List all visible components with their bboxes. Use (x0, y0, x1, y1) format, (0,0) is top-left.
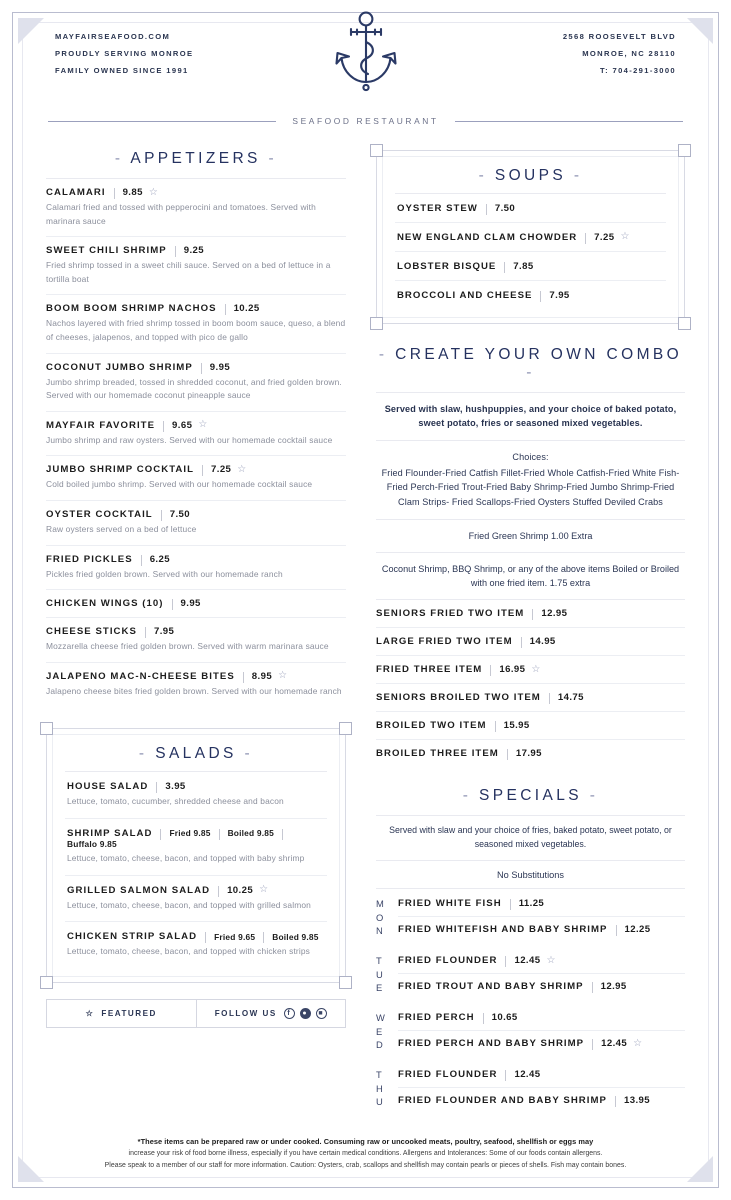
menu-item-name: NEW ENGLAND CLAM CHOWDER (397, 231, 578, 243)
city-state-zip-line: MONROE, NC 28110 (582, 49, 676, 58)
divider-right (455, 121, 683, 122)
menu-item-name: BROILED THREE ITEM (376, 748, 499, 759)
menu-item-price: 7.85 (513, 260, 534, 272)
menu-item-name: HOUSE SALAD (67, 781, 149, 793)
menu-item-header (46, 554, 346, 565)
menu-item-header (398, 1095, 685, 1106)
menu-item-header (46, 626, 346, 637)
price-separator (510, 899, 511, 910)
menu-item-price: 6.25 (149, 553, 170, 565)
heading-dash-left: - (114, 150, 124, 167)
day-letter: T (376, 955, 383, 967)
price-separator (505, 956, 506, 967)
menu-item (376, 740, 685, 767)
menu-item-price: 14.75 (557, 692, 584, 703)
menu-item-price: Boiled 9.85 (227, 828, 274, 839)
menu-item-description: Jumbo shrimp and raw oysters. Served with our homemade cocktail sauce (46, 434, 333, 445)
featured-star-icon: ☆ (198, 419, 208, 431)
price-separator (540, 291, 541, 302)
heading-dash-left: - (138, 745, 148, 763)
price-separator (114, 188, 115, 199)
menu-item-header (67, 885, 325, 896)
specials-day-group (376, 1056, 685, 1113)
menu-item-header (46, 509, 346, 520)
price-separator (495, 721, 496, 732)
price-separator (202, 465, 203, 476)
menu-item-name: FRIED PERCH AND BABY SHRIMP (398, 1038, 585, 1050)
menu-item-price: Boiled 9.85 (272, 931, 319, 942)
featured-star-icon: ☆ (278, 670, 288, 682)
divider-left (48, 121, 276, 122)
price-separator (160, 829, 161, 840)
social-icons (284, 1008, 327, 1019)
soups-corner-top-left (370, 144, 383, 157)
established-line: FAMILY OWNED SINCE 1991 (55, 66, 189, 75)
menu-item-price: 15.95 (503, 720, 530, 731)
menu-item-name: FRIED FLOUNDER (398, 955, 498, 967)
menu-item-name: SENIORS BROILED TWO ITEM (376, 692, 541, 703)
price-separator (532, 609, 533, 620)
menu-item-description: Raw oysters served on a bed of lettuce (46, 523, 197, 534)
menu-item-header (397, 232, 664, 243)
price-separator (175, 246, 176, 257)
price-separator (592, 982, 593, 993)
menu-item-header (397, 261, 664, 272)
menu-item (376, 684, 685, 712)
menu-item (395, 252, 666, 281)
address-line: 2568 ROOSEVELT BLVD (562, 32, 676, 41)
specials-day-group (376, 999, 685, 1056)
soups-box (376, 150, 685, 324)
day-letter: H (376, 1082, 384, 1094)
menu-item-price: 17.95 (515, 748, 542, 759)
price-separator (282, 829, 283, 840)
menu-item-price: 7.50 (494, 202, 516, 214)
menu-item (46, 412, 346, 457)
menu-item-price: 12.45 (514, 1069, 541, 1081)
soups-corner-bottom-right (678, 317, 691, 330)
menu-item-name: FRIED WHITEFISH AND BABY SHRIMP (398, 924, 608, 936)
menu-item (398, 891, 685, 917)
menu-item-price: 9.95 (180, 598, 201, 610)
menu-item-price: 13.95 (624, 1095, 651, 1107)
specials-day-label (376, 1005, 398, 1051)
menu-item-price: 3.95 (165, 781, 186, 793)
menu-item-description: Lettuce, tomato, cheese, bacon, and topped with chicken strips (67, 946, 311, 957)
menu-item-name: BOOM BOOM SHRIMP NACHOS (46, 303, 217, 315)
phone-line: T: 704-291-3000 (600, 66, 676, 75)
heading-dash-left: - (478, 167, 488, 184)
price-separator (163, 421, 164, 432)
menu-item-name: SENIORS FRIED TWO ITEM (376, 608, 525, 619)
menu-item-header (376, 608, 685, 619)
heading-dash-right: - (573, 167, 583, 184)
menu-item-name: OYSTER STEW (397, 202, 478, 214)
menu-item (395, 281, 666, 309)
menu-item-description: Cold boiled jumbo shrimp. Served with our homemade cocktail sauce (46, 479, 313, 490)
salads-heading (65, 745, 327, 771)
disclaimer (46, 1136, 685, 1172)
price-separator (585, 233, 586, 244)
price-separator (505, 1070, 506, 1081)
footer-action-bar (46, 999, 346, 1028)
price-separator (243, 672, 244, 683)
day-letter: E (376, 982, 383, 993)
disclaimer-line-3: Please speak to a member of our staff for more information. Caution: Oysters, crab, scallops and shellfish may contain pearls or pieces of shells. Fish may contain bones. (104, 1162, 627, 1169)
day-letter: E (376, 1025, 383, 1037)
combo-choices-label: Choices: (512, 452, 549, 462)
menu-item (398, 917, 685, 942)
featured-star-icon: ☆ (620, 231, 630, 242)
menu-item-price: 8.95 (251, 670, 273, 682)
specials-day-items (398, 948, 685, 999)
menu-item (46, 618, 346, 663)
price-separator (263, 932, 264, 943)
menu-item-price: 7.50 (169, 508, 190, 520)
menu-item-header (46, 187, 346, 198)
menu-item-header (397, 290, 664, 301)
menu-item-price: 12.95 (541, 608, 568, 619)
menu-item-price: 7.25 (594, 231, 615, 243)
menu-item-header (398, 924, 685, 935)
menu-item-price: 9.65 (172, 419, 193, 431)
appetizers-list (46, 179, 346, 706)
menu-item-price: Buffalo 9.85 (67, 838, 117, 849)
menu-item-header (376, 748, 685, 759)
soups-corner-top-right (678, 144, 691, 157)
day-letter: D (376, 1039, 384, 1050)
price-separator (225, 304, 226, 315)
menu-item (46, 456, 346, 501)
combo-section (376, 346, 685, 767)
menu-item-name: GRILLED SALMON SALAD (67, 884, 211, 896)
day-letter: N (376, 925, 384, 936)
soups-list (395, 194, 666, 309)
menu-item-price: 12.95 (600, 981, 627, 993)
menu-item-name: SWEET CHILI SHRIMP (46, 245, 167, 257)
instagram-icon[interactable]: ■ (316, 1008, 327, 1019)
menu-item (398, 974, 685, 999)
featured-star-icon: ☆ (531, 663, 541, 675)
combo-choices (376, 441, 685, 519)
twitter-icon[interactable]: ● (300, 1008, 311, 1019)
price-separator (521, 637, 522, 648)
menu-item (46, 590, 346, 618)
salads-box (46, 728, 346, 982)
price-separator (145, 627, 146, 638)
menu-item-header (46, 464, 346, 475)
heading-dash-left: - (378, 346, 388, 363)
menu-item-price: 7.95 (549, 289, 570, 301)
menu-item-name: SHRIMP SALAD (67, 827, 153, 839)
menu-item-name: BROILED TWO ITEM (376, 720, 487, 731)
menu-item-header (67, 931, 325, 942)
soups-heading (395, 167, 666, 193)
price-separator (172, 599, 173, 610)
menu-item (46, 663, 346, 707)
day-letter: U (376, 968, 384, 980)
menu-item-header (376, 664, 685, 675)
menu-item-description: Lettuce, tomato, cheese, bacon, and topped with grilled salmon (67, 899, 311, 910)
menu-item-description: Nachos layered with fried shrimp tossed in boom boom sauce, queso, a blend of cheeses, jalapenos, and topped with pico de gallo (46, 318, 346, 342)
menu-item-description: Lettuce, tomato, cucumber, shredded cheese and bacon (67, 796, 284, 807)
menu-item-header (398, 955, 685, 966)
website-line: MAYFAIRSEAFOOD.COM (55, 32, 171, 41)
price-separator (507, 749, 508, 760)
specials-list (376, 889, 685, 1113)
menu-item-price: 9.25 (183, 245, 204, 257)
menu-item-price: 10.65 (491, 1012, 518, 1024)
menu-item-description: Jalapeno cheese bites fried golden brown. Served with our homemade ranch (46, 685, 342, 696)
salads-corner-top-right (339, 722, 352, 735)
specials-day-label (376, 948, 398, 994)
follow-us-group[interactable] (196, 1000, 346, 1027)
menu-item-name: MAYFAIR FAVORITE (46, 419, 156, 431)
menu-item-price: 7.25 (211, 464, 232, 476)
combo-boiled-note: Coconut Shrimp, BBQ Shrimp, or any of the above items Boiled or Broiled with one fried item. 1.75 extra (381, 564, 680, 588)
menu-item-name: LARGE FRIED TWO ITEM (376, 636, 513, 647)
menu-item (46, 179, 346, 237)
menu-item (395, 194, 666, 223)
menu-item-header (376, 692, 685, 703)
menu-item-name: CHEESE STICKS (46, 626, 137, 638)
specials-day-group (376, 889, 685, 942)
menu-item-name: OYSTER COCKTAIL (46, 508, 153, 520)
day-letter: T (376, 1069, 383, 1081)
menu-item (398, 1005, 685, 1031)
menu-item-header (376, 720, 685, 731)
star-icon: ☆ (85, 1009, 95, 1019)
featured-star-icon: ☆ (237, 463, 247, 475)
disclaimer-line-2: increase your risk of food borne illness, especially if you have certain medical conditions. Allergens and Intolerances: Some of our foods contain allergens. (128, 1150, 603, 1157)
facebook-icon[interactable]: f (284, 1008, 295, 1019)
header-contact-left (55, 28, 193, 79)
price-separator (201, 363, 202, 374)
menu-item (46, 295, 346, 353)
menu-item-price: 14.95 (529, 636, 556, 647)
menu-item-name: FRIED FLOUNDER (398, 1069, 498, 1081)
menu-item-name: FRIED PICKLES (46, 553, 133, 565)
price-separator (549, 693, 550, 704)
menu-item-header (46, 671, 346, 682)
menu-item (46, 237, 346, 295)
heading-dash-right: - (526, 364, 535, 381)
menu-item (398, 1088, 685, 1113)
price-separator (615, 1096, 616, 1107)
specials-day-items (398, 1005, 685, 1056)
disclaimer-line-1: *These items can be prepared raw or under cooked. Consuming raw or uncooked meats, poultry, seafood, shellfish or eggs may (137, 1137, 594, 1146)
appetizers-heading (46, 150, 346, 178)
menu-item-header (46, 598, 346, 609)
combo-extra-note: Fried Green Shrimp 1.00 Extra (468, 531, 593, 541)
anchor-icon (327, 8, 405, 94)
menu-item-price: 7.95 (153, 626, 175, 638)
specials-section (376, 787, 685, 1113)
heading-dash-left: - (462, 787, 472, 804)
menu-item-header (397, 203, 664, 214)
menu-item (398, 948, 685, 974)
menu-item-description: Jumbo shrimp breaded, tossed in shredded coconut, and fried golden brown. Served with our homemade coconut pineapple sauce (46, 376, 342, 401)
price-separator (161, 510, 162, 521)
menu-item (46, 501, 346, 546)
menu-item-name: FRIED TROUT AND BABY SHRIMP (398, 981, 584, 993)
specials-heading (376, 787, 685, 815)
menu-item (376, 600, 685, 628)
menu-item-header (398, 981, 685, 992)
price-separator (141, 555, 142, 566)
combo-choices-text: Fried Flounder-Fried Catfish Fillet-Fried Whole Catfish-Fried White Fish- Fried Perch-Fried Trout-Fried Baby Shrimp-Fried Jumbo Shrimp-Fried Clam Strips- Fried Scallops-Fried Oysters Stuffed Deviled Crabs (381, 467, 680, 507)
menu-item-name: CHICKEN WINGS (10) (46, 598, 164, 610)
combo-title: CREATE YOUR OWN COMBO (395, 346, 683, 363)
specials-day-group (376, 942, 685, 999)
brand-tagline-row (46, 116, 685, 126)
price-separator (486, 204, 487, 215)
menu-item (395, 223, 666, 252)
specials-served-with: Served with slaw and your choice of fries, baked potato, sweet potato, or seasoned mixed vegetables. (389, 825, 672, 849)
menu-item-price: Fried 9.65 (214, 931, 256, 942)
combo-list (376, 600, 685, 767)
price-separator (205, 932, 206, 943)
left-column (46, 150, 346, 1113)
salads-corner-bottom-left (40, 976, 53, 989)
specials-day-items (398, 891, 685, 942)
menu-item (65, 819, 327, 876)
right-column (376, 150, 685, 1113)
menu-item-header (46, 362, 346, 373)
combo-served-with: Served with slaw, hushpuppies, and your choice of baked potato, sweet potato, fries or seasoned mixed vegetables. (384, 404, 677, 428)
specials-day-label (376, 1062, 398, 1108)
featured-legend-button[interactable] (47, 1000, 196, 1027)
price-separator (490, 665, 491, 676)
menu-item-price: 12.25 (624, 924, 651, 936)
menu-item (376, 656, 685, 684)
menu-item-name: JUMBO SHRIMP COCKTAIL (46, 464, 195, 476)
menu-item-name: FRIED FLOUNDER AND BABY SHRIMP (398, 1095, 607, 1107)
menu-item-description: Lettuce, tomato, cheese, bacon, and topped with baby shrimp (67, 852, 305, 863)
featured-label: FEATURED (101, 1008, 157, 1018)
menu-item (376, 628, 685, 656)
salads-corner-top-left (40, 722, 53, 735)
menu-item-price: 10.25 (233, 303, 260, 315)
menu-item-name: JALAPENO MAC-N-CHEESE BITES (46, 670, 235, 682)
menu-item-description: Fried shrimp tossed in a sweet chili sauce. Served on a bed of lettuce in a tortilla boat (46, 260, 331, 284)
featured-star-icon: ☆ (259, 884, 269, 895)
soups-title: SOUPS (494, 167, 567, 184)
menu-item (46, 546, 346, 591)
appetizers-title: APPETIZERS (130, 150, 261, 167)
menu-item-price: 11.25 (518, 898, 545, 910)
menu-item-name: LOBSTER BISQUE (397, 260, 497, 272)
menu-item-header (398, 898, 685, 909)
menu-item-header (46, 420, 346, 431)
price-separator (483, 1013, 484, 1024)
menu-item-header (398, 1012, 685, 1023)
menu-item-header (46, 245, 346, 256)
menu-item-price: Fried 9.85 (169, 828, 211, 839)
salads-list (65, 772, 327, 967)
heading-dash-right: - (589, 787, 599, 804)
menu-item (398, 1062, 685, 1088)
specials-title: SPECIALS (478, 787, 582, 804)
menu-item-description: Calamari fried and tossed with pepperocini and tomatoes. Served with marinara sauce (46, 202, 316, 226)
menu-item (376, 712, 685, 740)
menu-header (46, 0, 685, 110)
menu-item-header (398, 1069, 685, 1080)
featured-star-icon: ☆ (148, 186, 158, 198)
featured-star-icon: ☆ (546, 954, 556, 966)
menu-item-description: Mozzarella cheese fried golden brown. Served with warm marinara sauce (46, 641, 329, 652)
menu-item-header (46, 303, 346, 314)
menu-item-price: 12.45 (601, 1038, 628, 1050)
day-letter: O (376, 911, 384, 923)
menu-item-header (376, 636, 685, 647)
brand-tagline: SEAFOOD RESTAURANT (292, 116, 439, 126)
soups-corner-bottom-left (370, 317, 383, 330)
day-letter: M (376, 898, 385, 910)
price-separator (504, 262, 505, 273)
menu-item-price: 9.85 (122, 187, 143, 198)
menu-item-name: CHICKEN STRIP SALAD (67, 931, 198, 943)
menu-item-name: FRIED THREE ITEM (376, 664, 483, 675)
menu-item-name: CALAMARI (46, 187, 106, 198)
salads-title: SALADS (155, 745, 237, 763)
header-contact-right (563, 28, 676, 79)
menu-item (65, 772, 327, 819)
menu-item (46, 354, 346, 412)
menu-item-header (67, 781, 325, 792)
menu-item-price: 12.45 (514, 955, 541, 967)
menu-item-price: 16.95 (499, 664, 526, 675)
menu-item-name: FRIED PERCH (398, 1012, 475, 1024)
price-separator (592, 1039, 593, 1050)
featured-star-icon: ☆ (633, 1037, 643, 1049)
price-separator (156, 782, 157, 793)
menu-item-description: Pickles fried golden brown. Served with our homemade ranch (46, 568, 283, 579)
follow-us-label: FOLLOW US (214, 1008, 277, 1018)
price-separator (218, 886, 219, 897)
day-letter: W (376, 1012, 386, 1024)
menu-item (65, 876, 327, 923)
heading-dash-right: - (268, 150, 278, 167)
specials-day-items (398, 1062, 685, 1113)
menu-item-name: COCONUT JUMBO SHRIMP (46, 361, 193, 373)
specials-day-label (376, 891, 398, 937)
day-letter: U (376, 1096, 384, 1107)
menu-item-name: FRIED WHITE FISH (398, 898, 502, 910)
menu-item (398, 1031, 685, 1056)
price-separator (219, 829, 220, 840)
menu-item-header (398, 1038, 685, 1049)
menu-item-price: 10.25 (227, 884, 254, 896)
serving-line: PROUDLY SERVING MONROE (55, 49, 194, 58)
no-substitutions-note: No Substitutions (497, 870, 564, 881)
combo-heading (376, 346, 685, 392)
heading-dash-right: - (244, 745, 254, 763)
menu-item-price: 9.95 (209, 361, 231, 373)
menu-item-name: BROCCOLI AND CHEESE (397, 289, 533, 301)
salads-corner-bottom-right (339, 976, 352, 989)
price-separator (616, 925, 617, 936)
menu-item (65, 922, 327, 968)
menu-item-header (67, 828, 325, 849)
